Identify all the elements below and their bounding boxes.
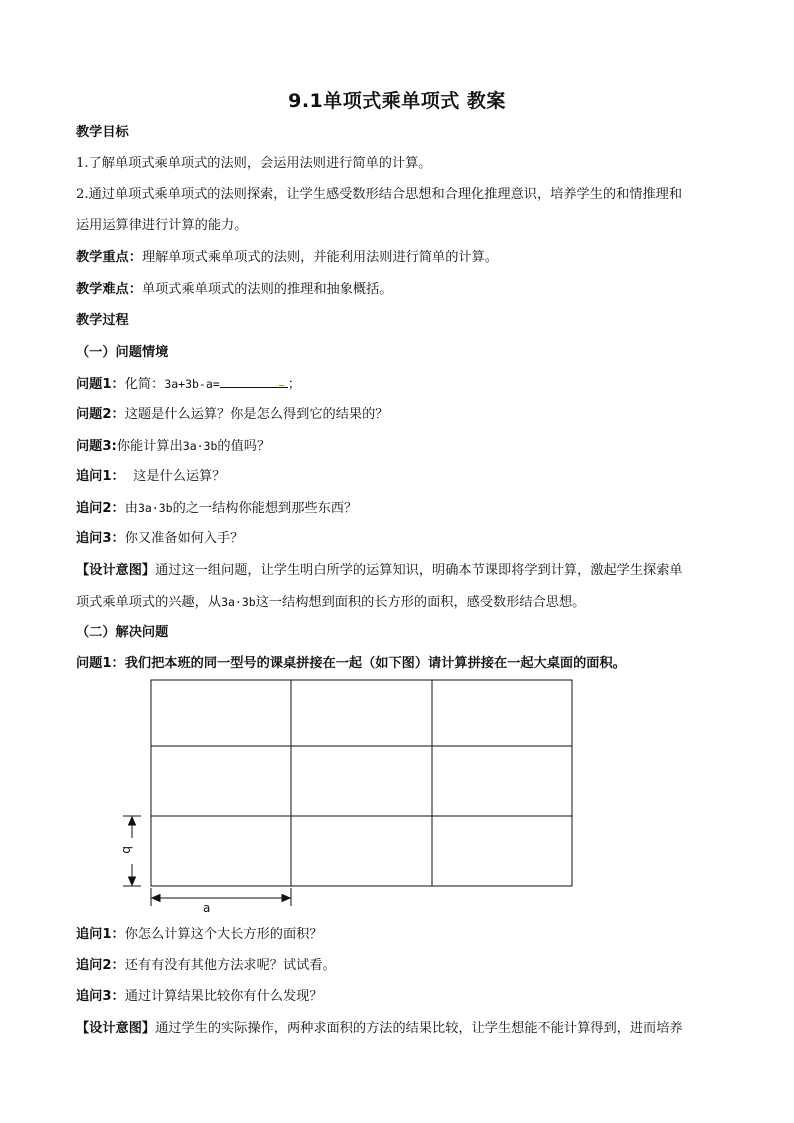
problem-1 — [76, 655, 726, 673]
followup-3-text: 你又准备如何入手？ — [124, 531, 244, 546]
followup-2-text-b: 的之一结构你能想到那些东西？ — [172, 501, 358, 516]
focus-paragraph — [76, 249, 726, 267]
design-intent-1-line-2 — [76, 593, 726, 612]
design-intent-2 — [76, 1020, 726, 1038]
difficulty-label: 教学难点： — [76, 282, 142, 297]
difficulty-paragraph — [76, 281, 726, 299]
question-2-text: 这题是什么运算？你是怎么得到它的结果的？ — [124, 407, 389, 422]
problem-1-text: 我们把本班的同一型号的课桌拼接在一起（如下图）请计算拼接在一起大桌面的面积。 — [124, 656, 626, 671]
focus-text: 理解单项式乘单项式的法则，并能利用法则进行简单的计算。 — [141, 250, 498, 265]
followup-1-label: 追问1： — [76, 469, 125, 484]
difficulty-text: 单项式乘单项式的法则的推理和抽象概括。 — [141, 282, 393, 297]
followup-b-1-text: 你怎么计算这个大长方形的面积？ — [124, 927, 323, 942]
part2-heading: （二）解决问题 — [76, 625, 169, 640]
part1-heading: （一）问题情境 — [76, 345, 169, 360]
followup-b-2-label: 追问2： — [76, 958, 125, 973]
followup-1-text: 这是什么运算？ — [124, 469, 226, 484]
design-intent-label: 【设计意图】 — [76, 563, 156, 578]
followup-b-1 — [76, 926, 726, 944]
width-dimension — [151, 888, 291, 906]
design-intent-text-b-a: 项式乘单项式的兴趣，从 — [76, 595, 222, 610]
problem-1-label: 问题1： — [76, 656, 125, 671]
followup-b-3 — [76, 988, 726, 1006]
design-intent-2-text: 通过学生的实际操作，两种求面积的方法的结果比较，让学生想能不能计算得到，进而培养 — [155, 1021, 683, 1036]
question-3-expression: 3a·3b — [182, 439, 218, 453]
followup-2-label: 追问2： — [76, 501, 125, 516]
followup-b-3-text: 通过计算结果比较你有什么发现？ — [124, 989, 323, 1004]
followup-2-expression: 3a·3b — [137, 501, 173, 515]
question-2-label: 问题2： — [76, 407, 125, 422]
document-title: 9.1单项式乘单项式 教案 — [288, 90, 506, 112]
design-intent-text-b-b: 这一结构想到面积的长方形的面积，感受数形结合思想。 — [255, 595, 586, 610]
question-2 — [76, 406, 726, 424]
process-heading: 教学过程 — [76, 313, 129, 328]
design-intent-1-line-1 — [76, 562, 726, 580]
focus-label: 教学重点： — [76, 250, 142, 265]
height-label: b — [120, 846, 134, 854]
followup-b-2 — [76, 957, 726, 975]
design-intent-expression: 3a·3b — [221, 595, 256, 609]
question-3-text-b: 的值吗？ — [217, 439, 271, 454]
followup-2 — [76, 499, 726, 518]
question-1-label: 问题1： — [76, 377, 125, 392]
followup-1 — [76, 468, 726, 486]
goals-heading: 教学目标 — [76, 125, 129, 140]
design-intent-2-label: 【设计意图】 — [76, 1021, 156, 1036]
question-3-label: 问题3: — [76, 439, 117, 454]
question-1 — [76, 375, 726, 394]
desk-grid-diagram — [115, 676, 585, 916]
question-1-expression: 3a+3b-a= — [164, 377, 220, 391]
question-1-text: 化简： — [124, 377, 165, 392]
followup-b-1-label: 追问1： — [76, 927, 125, 942]
followup-3-label: 追问3： — [76, 531, 125, 546]
width-label: a — [203, 901, 211, 915]
followup-b-3-label: 追问3： — [76, 989, 125, 1004]
grid-outline — [151, 680, 572, 886]
goal-1: 1.了解单项式乘单项式的法则，会运用法则进行简单的计算。 — [76, 156, 432, 171]
question-3-text-a: 你能计算出 — [116, 439, 183, 454]
followup-3 — [76, 530, 726, 548]
followup-b-2-text: 还有有没有其他方法求呢？试试看。 — [124, 958, 336, 973]
question-3 — [76, 437, 726, 456]
goal-2-line-2: 运用运算律进行计算的能力。 — [76, 218, 248, 233]
design-intent-text-a: 通过这一组问题，让学生明白所学的运算知识，明确本节课即将学到计算，激起学生探索单 — [155, 563, 683, 578]
question-1-tail: ； — [287, 377, 301, 392]
answer-blank[interactable] — [220, 375, 288, 388]
goal-2-line-1: 2.通过单项式乘单项式的法则探索，让学生感受数形结合思想和合理化推理意识，培养学生的和情推理和 — [76, 187, 683, 202]
followup-2-text-a: 由 — [124, 501, 138, 516]
